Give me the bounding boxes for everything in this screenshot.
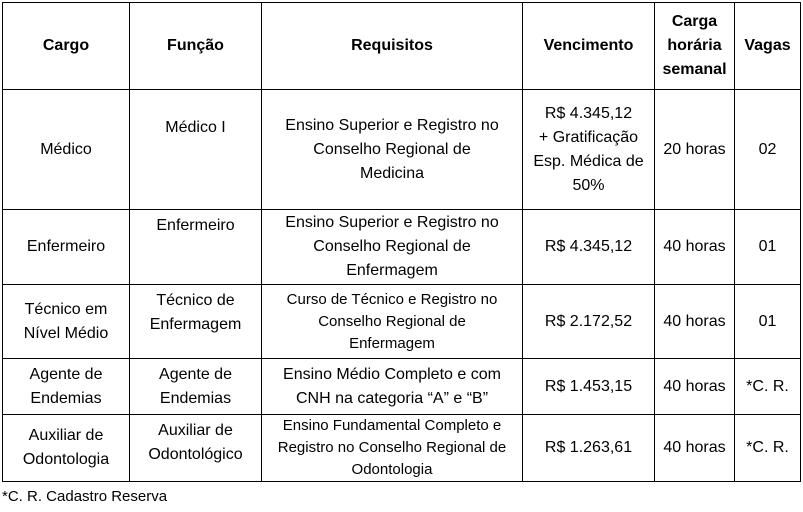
table-row [3,285,801,359]
footnote: *C. R. Cadastro Reserva [2,488,168,505]
header-carga-line-2: horária [667,37,722,54]
cell-line: R$ 1.263,61 [544,439,633,456]
cell-cargo [3,90,130,210]
cell-line: R$ 4.345,12 [544,238,633,255]
cell-line: CNH na categoria “A” e “B” [295,389,489,407]
cell-funcao [130,90,262,210]
cell-line: Odontologia [351,461,433,478]
cell-line: R$ 2.172,52 [544,312,633,330]
cell-line: Enfermagem [149,316,242,333]
cell-vagas: 01 [735,210,801,285]
cell-carga: 40 horas [655,210,735,285]
vacancies-table [2,2,801,482]
cell-carga: 20 horas [655,90,735,210]
table-row [3,90,801,210]
cell-carga: 40 horas [655,285,735,359]
cell-requisitos [262,285,523,359]
cell-line: Odontologia [22,451,110,468]
cell-line: Auxiliar de [158,422,233,439]
cell-line: Odontológico [148,446,243,463]
cell-line: Ensino Superior e Registro no [285,214,499,231]
cell-line: R$ 1.453,15 [544,377,633,395]
cell-requisitos [262,210,523,285]
header-funcao: Função [130,3,262,90]
header-row [3,3,801,90]
cell-line: Médico [40,140,92,158]
cell-line: Enfermagem [349,334,435,352]
cell-line: + Gratificação [538,128,639,146]
cell-line: Curso de Técnico e Registro no [286,290,498,308]
cell-line: Registro no Conselho Regional de [277,439,507,456]
cell-cargo [3,210,130,285]
cell-line: 50% [572,176,605,194]
cell-vencimento [523,359,655,415]
cell-line: Endemias [159,389,232,407]
cell-line: Técnico de [156,292,235,309]
cell-line: Endemias [30,389,102,407]
header-vagas: Vagas [735,3,801,90]
cell-requisitos [262,90,523,210]
cell-line: Técnico em [24,300,108,318]
header-carga-line-3: semanal [662,61,727,78]
cell-line: Esp. Médica de [533,152,644,170]
cell-vencimento [523,90,655,210]
cell-requisitos [262,415,523,482]
cell-carga: 40 horas [655,359,735,415]
header-requisitos: Requisitos [262,3,523,90]
cell-line: Ensino Médio Completo e com [283,365,501,383]
cell-vencimento [523,210,655,285]
cell-line: Ensino Fundamental Completo e [282,417,502,434]
cell-cargo [3,359,130,415]
header-vencimento: Vencimento [523,3,655,90]
cell-line: Enfermagem [346,262,438,279]
cell-line: Medicina [359,164,425,182]
cell-line: Conselho Regional de [313,238,471,255]
cell-line: Médico I [165,119,226,136]
table-row [3,359,801,415]
header-carga-horaria [655,3,735,90]
cell-funcao [130,285,262,359]
cell-line: Agente de [29,365,103,383]
cell-line: Agente de [159,365,232,383]
header-cargo: Cargo [3,3,130,90]
cell-cargo [3,285,130,359]
cell-line: Enfermeiro [156,217,235,234]
cell-line: Conselho Regional de [318,312,466,330]
cell-line: Ensino Superior e Registro no [285,116,499,134]
cell-carga: 40 horas [655,415,735,482]
cell-line: Auxiliar de [28,427,104,444]
cell-line: Enfermeiro [26,238,106,255]
cell-funcao [130,359,262,415]
cell-line: Conselho Regional de [313,140,471,158]
cell-vagas: 01 [735,285,801,359]
cell-line: Nível Médio [23,324,109,342]
cell-requisitos [262,359,523,415]
cell-vencimento [523,285,655,359]
table-row [3,210,801,285]
table-row [3,415,801,482]
cell-funcao [130,210,262,285]
header-carga-line-1: Carga [671,13,718,30]
cell-line: R$ 4.345,12 [544,104,633,122]
cell-cargo [3,415,130,482]
cell-vagas: *C. R. [735,359,801,415]
cell-vagas: *C. R. [735,415,801,482]
cell-vencimento [523,415,655,482]
cell-vagas: 02 [735,90,801,210]
cell-funcao [130,415,262,482]
